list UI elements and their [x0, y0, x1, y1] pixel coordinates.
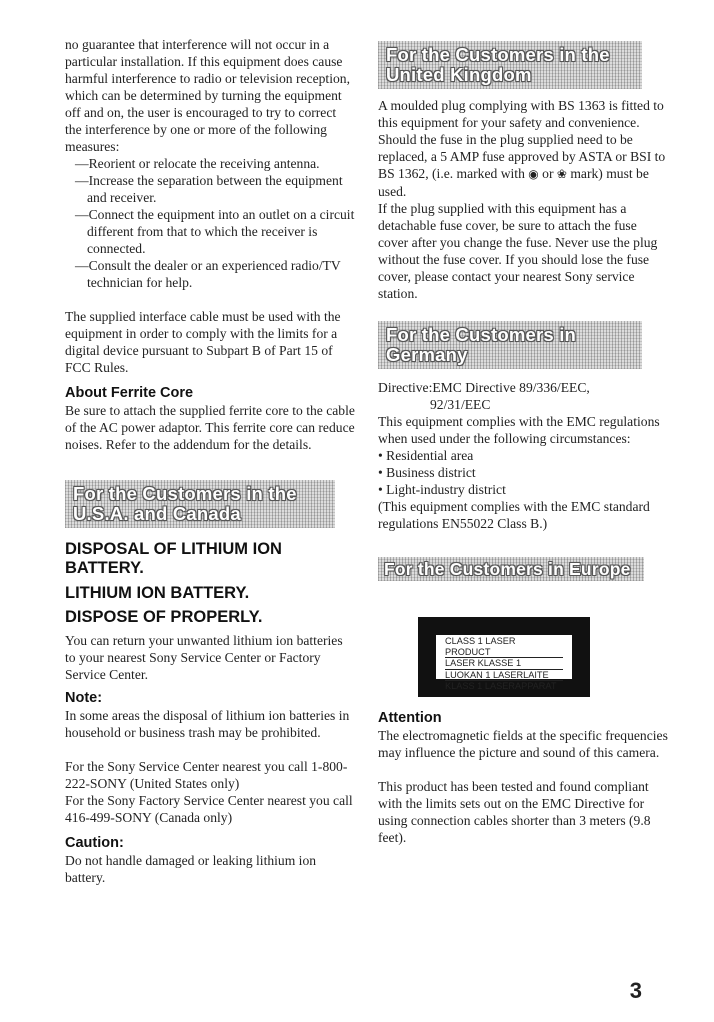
disposal-heading: [65, 540, 355, 578]
measure-item: —Reorient or relocate the receiving antenna.: [75, 156, 320, 171]
interface-cable-paragraph: The supplied interface cable must be used with the equipment in order to comply with the limits for a digital device pursuant to Subpart B of Part 15 of FCC Rules.: [65, 309, 341, 375]
note-paragraph: In some areas the disposal of lithium ion batteries in household or business trash may be prohibited.: [65, 708, 350, 740]
laser-label: [418, 617, 590, 697]
uk-fuse-text: or: [538, 166, 557, 181]
uk-fuse-text: Should the fuse in the plug supplied need to be replaced, a 5 AMP fuse approved by ASTA or BSI to BS 1362, (i.e. marked with: [378, 132, 666, 181]
germany-banner: [378, 321, 642, 369]
attention-heading: Attention: [378, 710, 442, 726]
banner-line: United Kingdom: [386, 64, 532, 85]
disposal-heading-line: DISPOSAL OF LITHIUM ION: [65, 540, 282, 558]
uk-plug-paragraph: A moulded plug complying with BS 1363 is fitted to this equipment for your safety and convenience.: [378, 98, 664, 130]
asta-mark-icon: ◉: [528, 167, 539, 181]
directive-line: 92/31/EEC: [430, 397, 491, 412]
laser-label-text: [436, 635, 572, 691]
germany-paragraph: This equipment complies with the EMC regulations when used under the following circumstances:: [378, 414, 660, 446]
measure-item: —Connect the equipment into an outlet on a circuit different from that to which the receiver is connected.: [75, 207, 355, 256]
laser-line: LASER KLASSE 1: [445, 658, 563, 670]
return-paragraph: You can return your unwanted lithium ion batteries to your nearest Sony Service Center or Factory Service Center.: [65, 633, 343, 682]
intro-paragraph: no guarantee that interference will not occur in a particular installation. If this equipment does cause harmful interference to radio or television reception, which can be determined by turning the equipment off and on, the user is encouraged to try to correct the interference by one or more of the following measures:: [65, 37, 350, 154]
dispose-heading: DISPOSE OF PROPERLY.: [65, 608, 263, 626]
uk-banner: [378, 41, 642, 89]
disposal-heading-line: BATTERY.: [65, 559, 144, 577]
uk-cover-paragraph: If the plug supplied with this equipment has a detachable fuse cover, be sure to attach the fuse cover after you change the fuse. Never use the plug without the fuse cover. If you should lose the fuse cover, please contact your nearest Sony service station.: [378, 201, 658, 301]
uk-fuse-paragraph: [378, 131, 668, 200]
europe-banner: [378, 557, 644, 581]
banner-line: U.S.A. and Canada: [73, 503, 241, 524]
note-heading: Note:: [65, 690, 103, 706]
circumstance-item: • Light-industry district: [378, 482, 506, 497]
right-column: [378, 0, 668, 846]
left-column: [65, 0, 355, 886]
laser-line: KLASS 1 LASERAPPARAT: [445, 681, 557, 691]
laser-line: CLASS 1 LASER PRODUCT: [445, 636, 563, 658]
laser-line: LUOKAN 1 LASERLAITE: [445, 670, 563, 682]
bsi-mark-icon: ❀: [556, 167, 567, 181]
ferrite-paragraph: Be sure to attach the supplied ferrite core to the cable of the AC power adaptor. This ferrite core can reduce noises. Refer to the addendum for the details.: [65, 403, 355, 452]
directive-line: Directive:EMC Directive 89/336/EEC,: [378, 380, 590, 395]
caution-heading: Caution:: [65, 835, 124, 851]
banner-line: For the Customers in the: [386, 44, 610, 65]
banner-line: For the Customers in Europe: [384, 559, 631, 579]
banner-line: For the Customers in the: [73, 483, 297, 504]
banner-line: Germany: [386, 344, 468, 365]
service-canada-paragraph: For the Sony Factory Service Center nearest you call 416-499-SONY (Canada only): [65, 793, 353, 825]
ferrite-heading: About Ferrite Core: [65, 385, 194, 401]
caution-paragraph: Do not handle damaged or leaking lithium ion battery.: [65, 853, 317, 885]
circumstance-item: • Residential area: [378, 448, 474, 463]
lithium-heading: LITHIUM ION BATTERY.: [65, 584, 250, 602]
attention-paragraph: The electromagnetic fields at the specific frequencies may influence the picture and sound of this camera.: [378, 728, 668, 760]
circumstance-item: • Business district: [378, 465, 476, 480]
page-number: 3: [629, 978, 642, 1003]
measures-list: [65, 155, 355, 291]
measure-item: —Increase the separation between the equipment and receiver.: [75, 173, 343, 205]
uk-fuse-text: mark) must be used.: [378, 166, 649, 199]
attention-paragraph-2: This product has been tested and found compliant with the limits sets out on the EMC Directive for using connection cables shorter than 3 meters (9.8 feet).: [378, 779, 651, 845]
measure-item: —Consult the dealer or an experienced radio/TV technician for help.: [75, 258, 341, 290]
en55022-paragraph: (This equipment complies with the EMC standard regulations EN55022 Class B.): [378, 499, 650, 531]
usa-canada-banner: [65, 480, 335, 528]
service-us-paragraph: For the Sony Service Center nearest you call 1-800-222-SONY (United States only): [65, 759, 348, 791]
banner-line: For the Customers in: [386, 324, 577, 345]
